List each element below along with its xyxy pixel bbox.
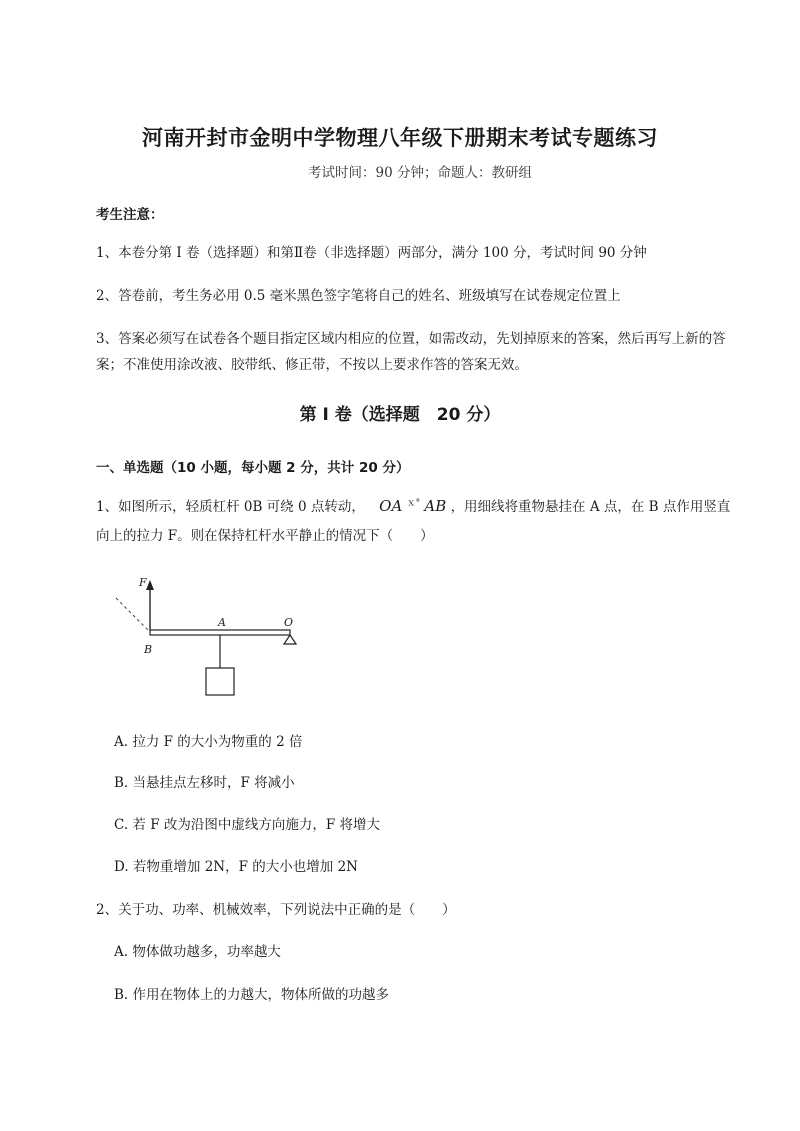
- notes-heading: 考生注意：: [96, 207, 164, 223]
- q1-option-c[interactable]: C. 若 F 改为沿图中虚线方向施力，F 将增大: [114, 817, 381, 833]
- q1-option-b[interactable]: B. 当悬挂点左移时，F 将减小: [114, 775, 295, 791]
- formula-oa: OA: [379, 497, 403, 515]
- note-item-2: 2、答卷前，考生务必用 0.5 毫米黑色签字笔将自己的姓名、班级填写在试卷规定位置上: [96, 288, 621, 304]
- note-item-3: 3、答案必须写在试卷各个题目指定区域内相应的位置，如需改动，先划掉原来的答案，然后再写上新的答案；不准使用涂改液、胶带纸、修正带，不按以上要求作答的答案无效。: [96, 331, 726, 373]
- force-arrow-head: [146, 580, 154, 590]
- pivot-icon: [284, 635, 296, 644]
- section-title: 第 I 卷（选择题 20 分）: [299, 405, 501, 425]
- question-2-stem: 2、关于功、功率、机械效率，下列说法中正确的是（ ）: [96, 902, 456, 918]
- part-title: 一、单选题（10 小题，每小题 2 分，共计 20 分）: [96, 460, 410, 476]
- q1-option-d[interactable]: D. 若物重增加 2N，F 的大小也增加 2N: [114, 859, 358, 875]
- point-o-label: O: [284, 616, 294, 629]
- point-b-label: B: [144, 643, 153, 656]
- question-1-stem-part2: ，用细线将重物悬挂在 A 点，在 B 点作用竖直: [450, 499, 731, 515]
- question-1-stem-part1: 1、如图所示，轻质杠杆 0B 可绕 0 点转动，: [96, 499, 365, 515]
- dashed-direction-line: [116, 598, 148, 630]
- question-1-stem: [96, 495, 730, 515]
- page-title: 河南开封市金明中学物理八年级下册期末考试专题练习: [142, 126, 658, 150]
- note-item-1: 1、本卷分第 I 卷（选择题）和第Ⅱ卷（非选择题）两部分，满分 100 分，考试时间 90 分钟: [96, 245, 647, 261]
- question-1-stem-line2: 向上的拉力 F。则在保持杠杆水平静止的情况下（ ）: [96, 528, 434, 544]
- point-a-label: A: [218, 616, 226, 629]
- lever-diagram: [108, 572, 308, 702]
- q1-option-a[interactable]: A. 拉力 F 的大小为物重的 2 倍: [114, 734, 303, 750]
- lever-bar: [150, 630, 290, 635]
- q2-option-a[interactable]: A. 物体做功越多，功率越大: [114, 944, 281, 960]
- q2-option-b[interactable]: B. 作用在物体上的力越大，物体所做的功越多: [114, 987, 390, 1003]
- weight-block: [206, 668, 234, 695]
- formula-symbol: ｘ°: [406, 498, 421, 509]
- exam-info: 考试时间：90 分钟；命题人：教研组: [308, 165, 532, 181]
- formula-ab: AB: [424, 497, 447, 515]
- force-label: F: [139, 576, 147, 589]
